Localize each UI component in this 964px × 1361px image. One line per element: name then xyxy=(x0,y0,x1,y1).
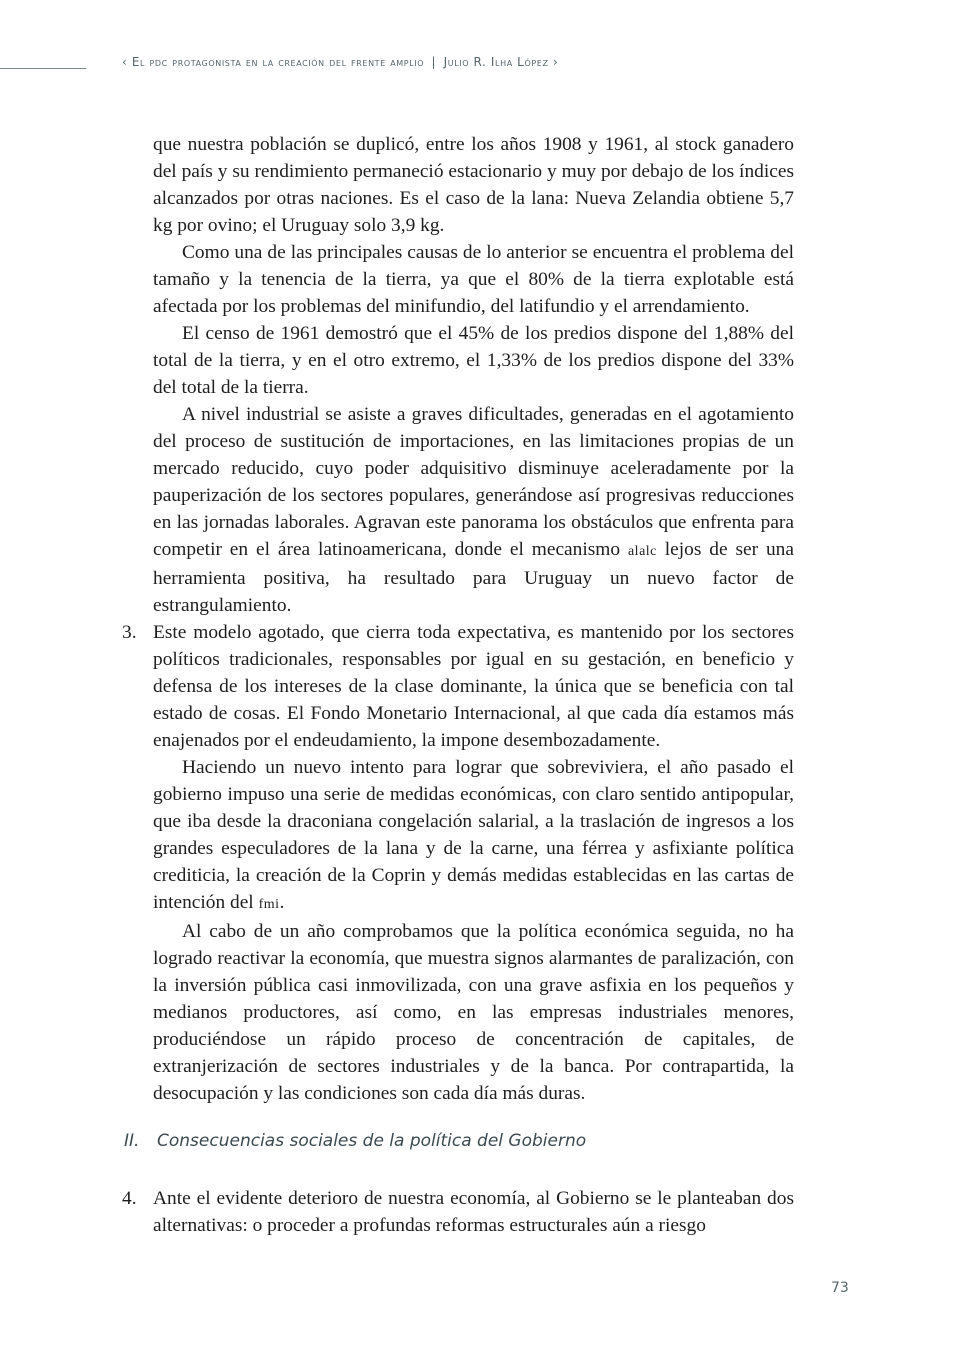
body-text xyxy=(122,131,794,1107)
abbreviation-fmi: fmi xyxy=(258,897,280,912)
numbered-item-3 xyxy=(122,619,794,754)
item-3-text: Este modelo agotado, que cierra toda expectativa, es mantenido por los sectores políticos tradicionales, responsables por igual en su gestación, en beneficio y defensa de los intereses de la clase dominante, la única que se beneficia con tal estado de cosas. El Fondo Monetario Internacional, al que cada día estamos más enajenados por el endeudamiento, la impone desembozadamente. xyxy=(153,622,794,751)
paragraph-1: que nuestra población se duplicó, entre los años 1908 y 1961, al stock ganadero del país y su rendimiento permaneció estacionario y muy por debajo de los índices alcanzados por otras naciones. Es el caso de la lana: Nueva Zelandia obtiene 5,7 kg por ovino; el Uruguay solo 3,9 kg. xyxy=(153,134,794,236)
paragraph-3: El censo de 1961 demostró que el 45% de los predios dispone del 1,88% del total de la tierra, y en el otro extremo, el 1,33% de los predios dispone del 33% del total de la tierra. xyxy=(153,323,794,398)
paragraph-5-text-b: . xyxy=(279,892,285,913)
running-header xyxy=(122,55,558,69)
header-separator: | xyxy=(431,55,437,69)
paragraph-4-text-b: lejos de ser una herramienta positiva, ha resultado para Uruguay un nuevo factor de estrangulamiento. xyxy=(153,539,794,616)
header-book-title: El pdc protagonista en la creación del frente amplio xyxy=(131,55,425,69)
paragraph-4 xyxy=(153,401,794,619)
paragraph-6: Al cabo de un año comprobamos que la política económica seguida, no ha logrado reactivar la economía, que muestra signos alarmantes de paralización, con la inversión pública casi inmovilizada, con una grave asfixia en los pequeños y medianos productores, así como, en las empresas industriales menores, produciéndose un rápido proceso de concentración de capitales, de extranjerización de sectores industriales y de la banca. Por contrapartida, la desocupación y las condiciones son cada día más duras. xyxy=(153,921,794,1104)
section-number: II. xyxy=(124,1131,140,1151)
item-4-number: 4. xyxy=(122,1188,137,1209)
header-close-mark: › xyxy=(552,55,559,69)
numbered-item-4 xyxy=(122,1185,794,1239)
body-text-continued xyxy=(122,1185,794,1239)
paragraph-5-text-a: Haciendo un nuevo intento para lograr que sobreviviera, el año pasado el gobierno impuso una serie de medidas económicas, con claro sentido antipopular, que iba desde la draconiana congelación salarial, a la traslación de ingresos a los grandes especuladores de la lana y de la carne, una férrea y asfixiante política crediticia, la creación de la Coprin y demás medidas establecidas en las cartas de intención del xyxy=(153,757,794,913)
header-rule xyxy=(0,68,86,69)
paragraph-4-text-a: A nivel industrial se asiste a graves dificultades, generadas en el agotamiento del proceso de sustitución de importaciones, en las limitaciones propias de un mercado reducido, cuyo poder adquisitivo disminuye aceleradamente por la pauperización de los sectores populares, generándose así progresivas reducciones en las jornadas laborales. Agravan este panorama los obstáculos que enfrenta para competir en el área latinoamericana, donde el mecanismo xyxy=(153,404,794,560)
page-number: 73 xyxy=(831,1280,849,1296)
paragraph-2: Como una de las principales causas de lo anterior se encuentra el problema del tamaño y la tenencia de la tierra, ya que el 80% de la tierra explotable está afectada por los problemas del minifundio, del latifundio y el arrendamiento. xyxy=(153,242,794,317)
paragraph-5 xyxy=(153,754,794,918)
section-heading xyxy=(124,1131,586,1151)
header-author: Julio R. Ilha López xyxy=(443,55,549,69)
header-open-mark: ‹ xyxy=(122,55,128,69)
item-3-number: 3. xyxy=(122,622,137,643)
item-4-text: Ante el evidente deterioro de nuestra economía, al Gobierno se le planteaban dos alternativas: o proceder a profundas reformas estructurales aún a riesgo xyxy=(153,1188,794,1236)
section-title: Consecuencias sociales de la política del Gobierno xyxy=(157,1131,587,1151)
abbreviation-alalc: alalc xyxy=(627,544,657,559)
